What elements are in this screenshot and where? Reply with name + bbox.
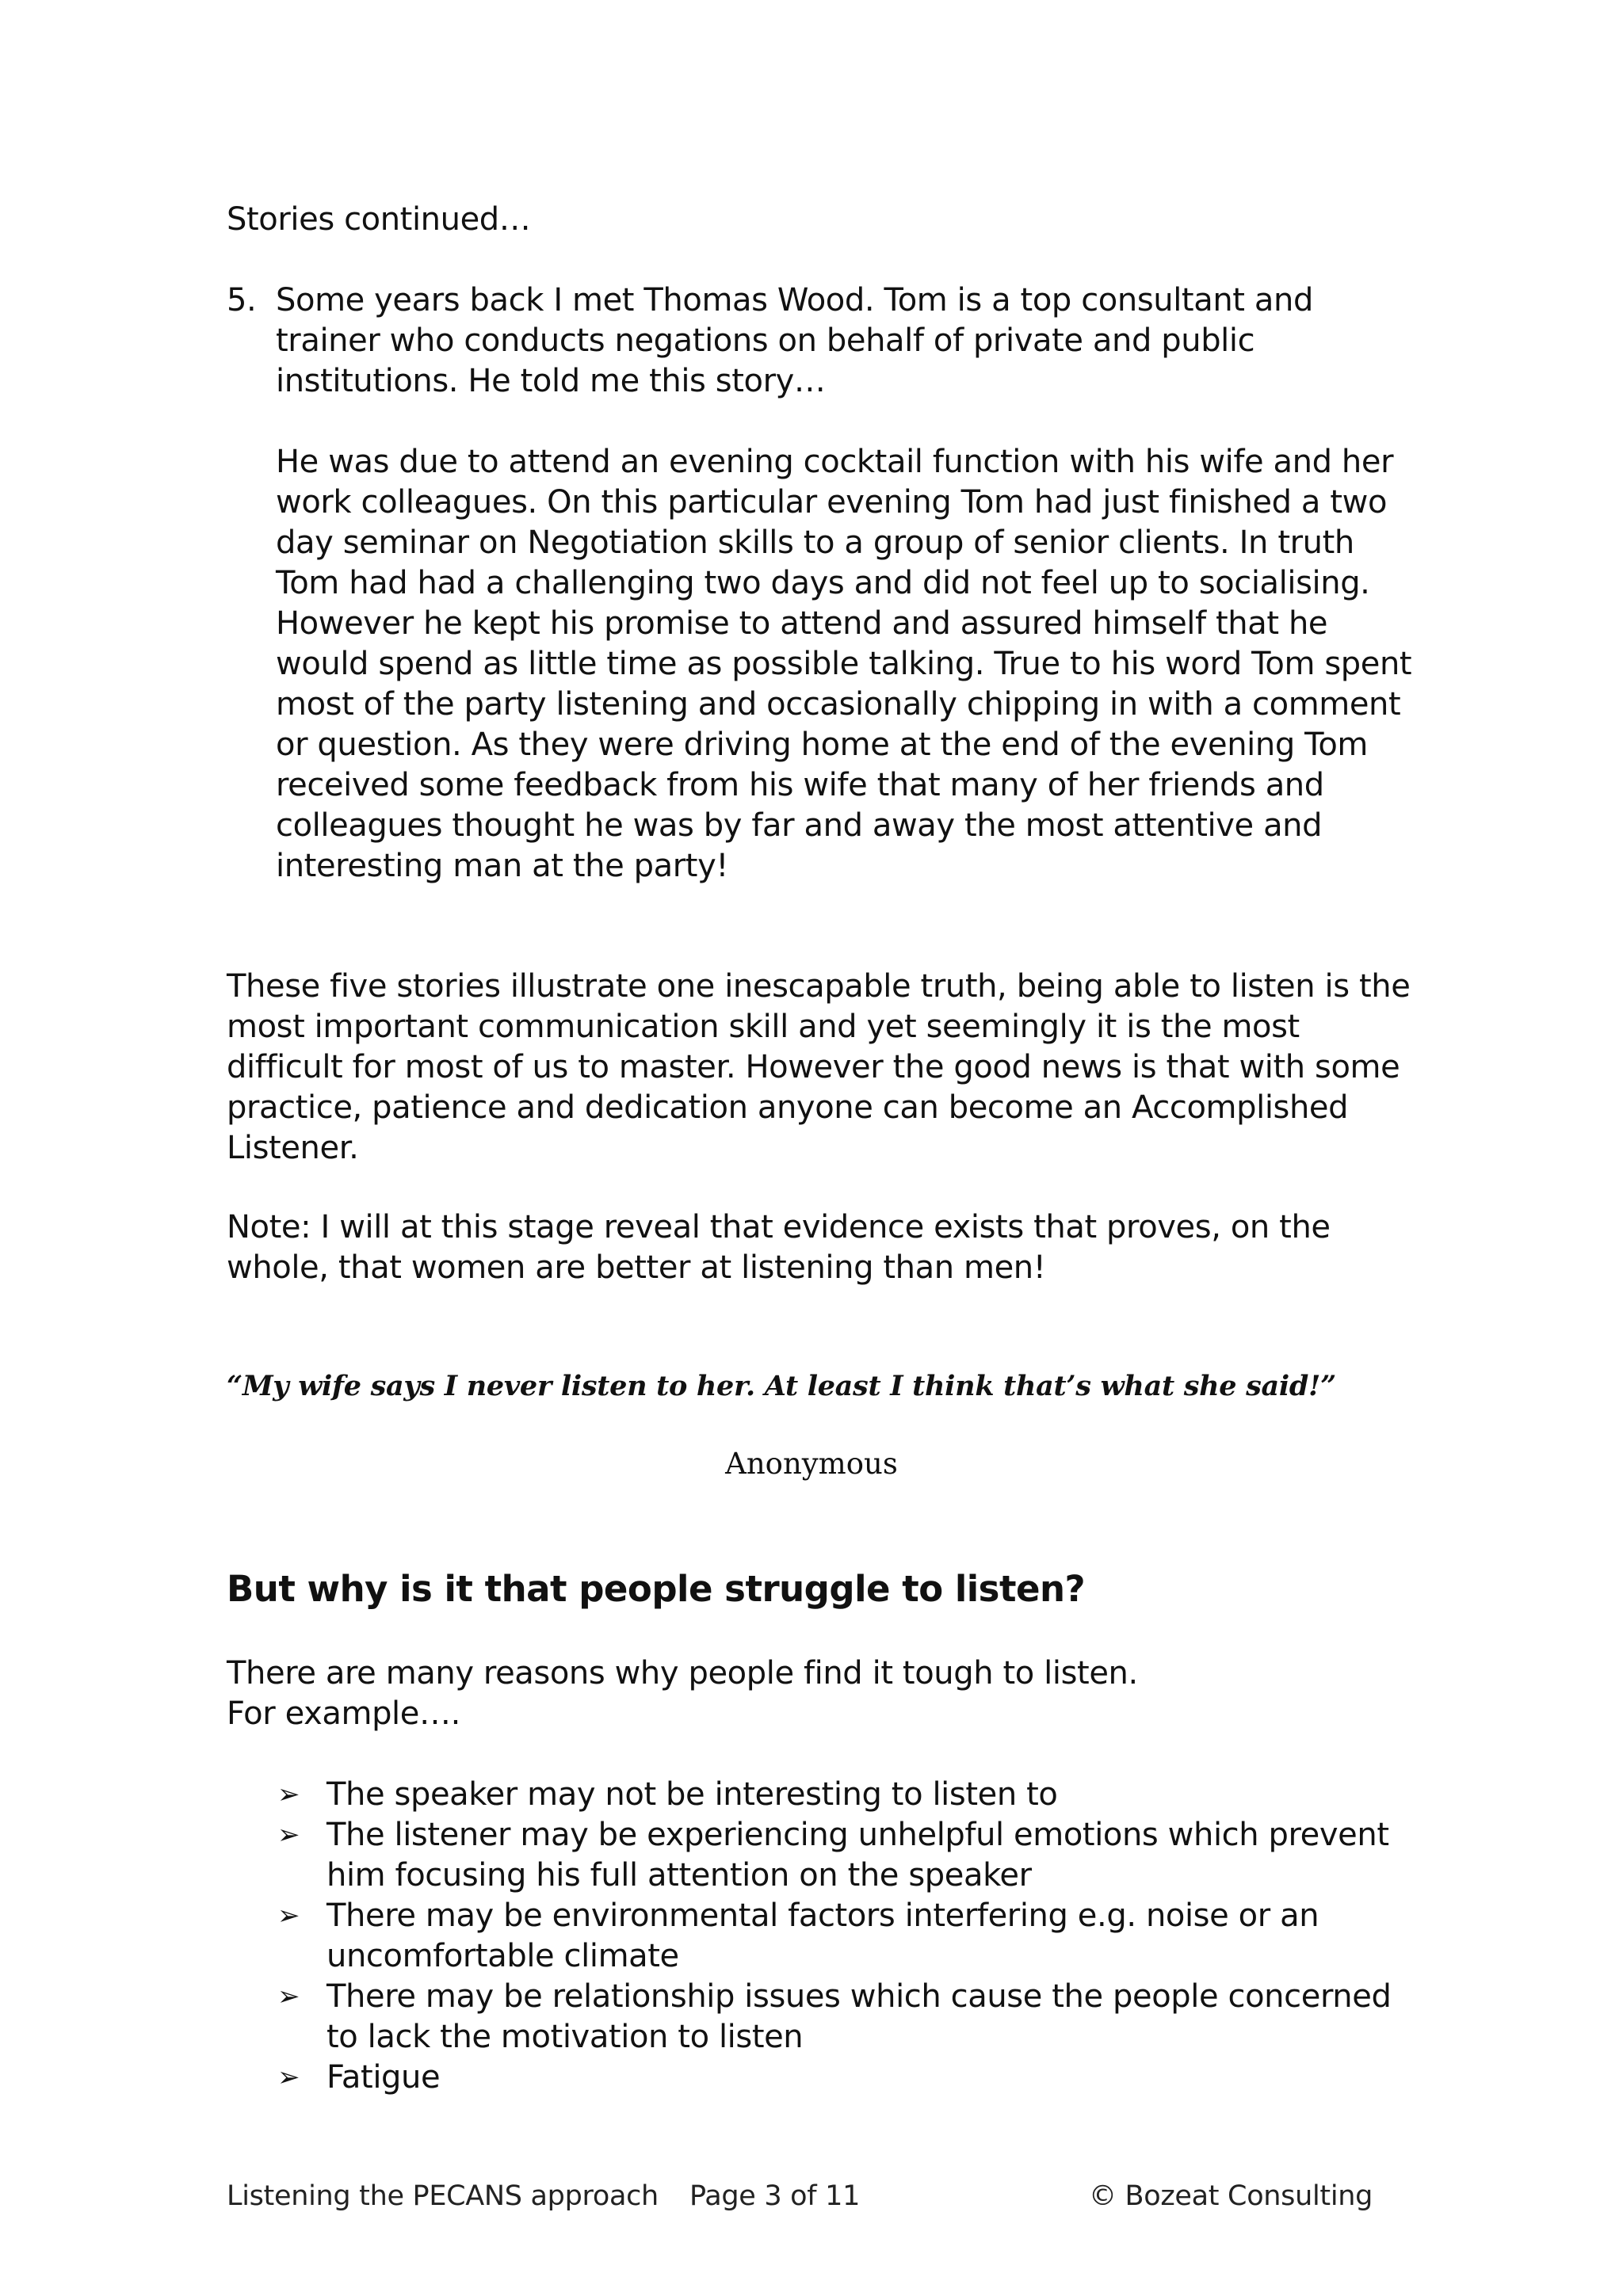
- quote-attribution: Anonymous: [725, 1447, 898, 1481]
- list-item-text: The listener may be experiencing unhelpful emotions which prevent him focusing his full attention on the speaker: [327, 1817, 1389, 1894]
- reasons-list: [277, 1775, 1419, 2098]
- list-item: [277, 2058, 1419, 2098]
- section-intro: [227, 1653, 1415, 1734]
- note-paragraph: Note: I will at this stage reveal that evidence exists that proves, on the whole, that women are better at listening than men!: [227, 1209, 1331, 1286]
- story-paragraph-1: Some years back I met Thomas Wood. Tom is a top consultant and trainer who conducts negations on behalf of private and public institutions. He told me this story…: [276, 282, 1313, 399]
- section-intro-line-1: There are many reasons why people find it tough to listen.: [227, 1655, 1138, 1691]
- footer-title: Listening the PECANS approach: [227, 2180, 659, 2212]
- list-item-text: The speaker may not be interesting to listen to: [327, 1776, 1058, 1813]
- list-item-text: Fatigue: [327, 2059, 441, 2096]
- footer-page-number: Page 3 of 11: [689, 2180, 861, 2212]
- story-item: [227, 280, 1415, 887]
- section-intro-line-2: For example….: [227, 1695, 460, 1732]
- arrowhead-bullet-icon: ➢: [277, 1779, 300, 1810]
- list-item-text: There may be environmental factors interfering e.g. noise or an uncomfortable climate: [327, 1897, 1319, 1974]
- list-item: [277, 1815, 1419, 1896]
- story-paragraph-2: He was due to attend an evening cocktail function with his wife and her work colleagues. On this particular evening Tom had just finished a two day seminar on Negotiation skills to a group of senior clients. In truth Tom had had a challenging two days and did not feel up to socialising. However he kept his promise to attend and assured himself that he would spend as little time as possible talking. True to his word Tom spent most of the party listening and occasionally chipping in with a comment or question. As they were driving home at the end of the evening Tom received some feedback from his wife that many of her friends and colleagues thought he was by far and away the most attentive and interesting man at the party!: [276, 444, 1412, 884]
- footer-copyright: © Bozeat Consulting: [1089, 2180, 1373, 2212]
- arrowhead-bullet-icon: ➢: [277, 1900, 300, 1932]
- arrowhead-bullet-icon: ➢: [277, 1981, 300, 2012]
- story-body: [276, 280, 1415, 887]
- story-number: 5.: [227, 282, 257, 318]
- summary-paragraph: These five stories illustrate one inescapable truth, being able to listen is the most important communication skill and yet seemingly it is the most difficult for most of us to master. However the good news is that with some practice, patience and dedication anyone can become an Accomplished Listener.: [227, 968, 1411, 1166]
- arrowhead-bullet-icon: ➢: [277, 1819, 300, 1851]
- list-item: [277, 1896, 1419, 1977]
- quote-text: “My wife says I never listen to her. At least I think that’s what she said!”: [227, 1370, 1336, 1402]
- list-item: [277, 1977, 1419, 2058]
- list-item: [277, 1775, 1419, 1815]
- arrowhead-bullet-icon: ➢: [277, 2061, 300, 2093]
- section-heading: But why is it that people struggle to listen?: [227, 1568, 1086, 1610]
- list-item-text: There may be relationship issues which cause the people concerned to lack the motivation to listen: [327, 1978, 1392, 2055]
- intro-text: Stories continued…: [227, 201, 531, 238]
